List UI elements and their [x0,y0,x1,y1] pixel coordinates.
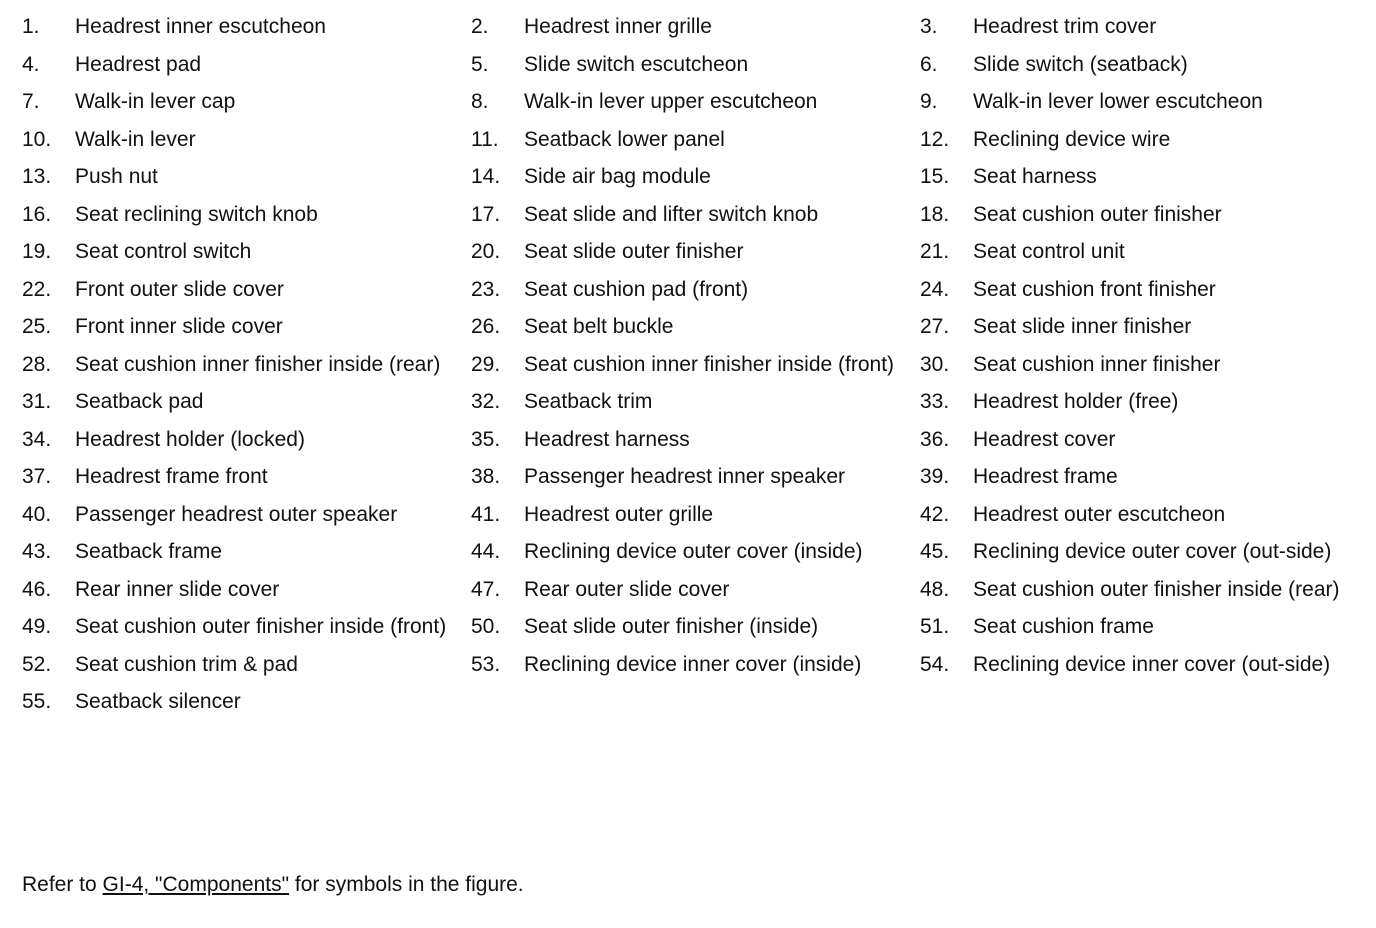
item-label: Headrest outer escutcheon [973,502,1226,526]
item-number: 25. [22,315,52,338]
components-reference-link[interactable]: GI-4, "Components" [102,873,290,896]
list-item [22,575,471,613]
item-number: 55. [22,690,52,713]
parts-row [22,312,1362,350]
list-item [22,125,471,163]
list-item [920,275,1362,313]
item-number: 4. [22,52,40,76]
item-number: 29. [471,352,501,376]
list-item [920,575,1362,613]
parts-row [22,87,1362,125]
list-item [471,200,920,238]
item-number: 33. [920,390,950,413]
item-label: Seat cushion outer finisher inside (front) [75,615,447,638]
item-label: Reclining device wire [973,127,1171,151]
list-item [22,312,471,350]
item-label: Headrest holder (free) [973,390,1179,413]
item-label: Seat cushion outer finisher [973,202,1222,226]
item-number: 19. [22,240,52,263]
list-item [22,200,471,238]
list-item [920,50,1362,88]
item-number: 24. [920,277,950,301]
list-item [471,350,920,388]
item-label: Headrest cover [973,427,1116,451]
item-number: 45. [920,540,950,563]
item-label: Reclining device outer cover (inside) [524,540,863,563]
item-label: Seat belt buckle [524,315,674,338]
list-item [920,162,1362,200]
list-item [471,612,920,650]
reference-note [22,870,524,899]
list-item [471,387,920,425]
list-item [920,612,1362,650]
item-label: Seat slide inner finisher [973,315,1192,338]
parts-row [22,650,1362,688]
item-label: Seat cushion pad (front) [524,277,749,301]
item-label: Seat cushion inner finisher inside (front) [524,352,895,376]
list-item [920,12,1362,50]
list-item [920,87,1362,125]
item-label: Headrest trim cover [973,15,1157,38]
parts-row [22,237,1362,275]
item-label: Seat cushion front finisher [973,277,1216,301]
item-label: Reclining device outer cover (out-side) [973,540,1332,563]
item-number: 53. [471,652,501,676]
item-label: Walk-in lever cap [75,90,236,113]
item-number: 10. [22,127,52,151]
parts-row [22,12,1362,50]
parts-row [22,387,1362,425]
parts-row [22,462,1362,500]
list-item [22,612,471,650]
item-number: 13. [22,165,52,188]
list-item [22,12,471,50]
item-number: 17. [471,202,501,226]
item-label: Headrest frame front [75,465,268,488]
item-label: Headrest holder (locked) [75,427,305,451]
item-number: 9. [920,90,938,113]
list-item [471,500,920,538]
item-label: Front outer slide cover [75,277,284,301]
list-item [22,387,471,425]
item-label: Headrest outer grille [524,502,714,526]
item-label: Seat cushion inner finisher [973,352,1221,376]
item-number: 49. [22,615,52,638]
parts-row [22,687,1362,725]
list-item [471,425,920,463]
item-number: 35. [471,427,501,451]
item-number: 38. [471,465,501,488]
item-label: Slide switch escutcheon [524,52,749,76]
list-item [471,125,920,163]
item-label: Reclining device inner cover (inside) [524,652,862,676]
item-number: 21. [920,240,950,263]
item-label: Seat slide and lifter switch knob [524,202,819,226]
item-number: 30. [920,352,950,376]
item-number: 47. [471,577,501,601]
item-label: Seatback trim [524,390,653,413]
item-number: 3. [920,15,938,38]
parts-row [22,350,1362,388]
list-item [471,275,920,313]
parts-row [22,162,1362,200]
item-number: 54. [920,652,950,676]
item-number: 6. [920,52,938,76]
reference-suffix: for symbols in the figure. [289,873,524,896]
item-number: 46. [22,577,52,601]
parts-row [22,50,1362,88]
list-item [920,237,1362,275]
item-label: Seatback frame [75,540,223,563]
list-item [22,462,471,500]
item-number: 40. [22,502,52,526]
item-label: Seat cushion inner finisher inside (rear) [75,352,441,376]
item-number: 5. [471,52,489,76]
list-item [22,650,471,688]
list-item [471,537,920,575]
parts-row [22,612,1362,650]
item-number: 22. [22,277,52,301]
list-item [920,350,1362,388]
list-item [920,312,1362,350]
parts-row [22,537,1362,575]
list-item [920,462,1362,500]
item-label: Headrest inner grille [524,15,712,38]
list-item [22,162,471,200]
item-label: Headrest inner escutcheon [75,15,326,38]
list-item [920,537,1362,575]
item-label: Seat cushion outer finisher inside (rear) [973,577,1340,601]
list-item [22,87,471,125]
list-item [920,500,1362,538]
item-number: 42. [920,502,950,526]
item-number: 51. [920,615,950,638]
item-label: Side air bag module [524,165,711,188]
list-item [920,387,1362,425]
list-item [471,462,920,500]
list-item [471,237,920,275]
list-item [471,50,920,88]
item-label: Seat reclining switch knob [75,202,318,226]
list-item [920,125,1362,163]
item-number: 7. [22,90,40,113]
list-item [920,650,1362,688]
item-label: Push nut [75,165,158,188]
item-label: Passenger headrest outer speaker [75,502,398,526]
list-item [22,350,471,388]
parts-row [22,125,1362,163]
item-number: 52. [22,652,52,676]
list-item [22,500,471,538]
item-number: 27. [920,315,950,338]
list-item [471,162,920,200]
item-number: 12. [920,127,950,151]
list-item [471,575,920,613]
list-item [471,650,920,688]
item-number: 39. [920,465,950,488]
item-label: Seat harness [973,165,1097,188]
list-item [22,537,471,575]
item-number: 43. [22,540,52,563]
item-label: Seat cushion frame [973,615,1154,638]
item-number: 28. [22,352,52,376]
item-number: 14. [471,165,501,188]
list-item [471,312,920,350]
item-label: Headrest harness [524,427,690,451]
item-label: Walk-in lever upper escutcheon [524,90,818,113]
item-label: Walk-in lever lower escutcheon [973,90,1263,113]
item-label: Seat control switch [75,240,252,263]
item-number: 8. [471,90,489,113]
item-label: Rear inner slide cover [75,577,280,601]
parts-row [22,500,1362,538]
list-item [471,87,920,125]
item-number: 23. [471,277,501,301]
item-label: Slide switch (seatback) [973,52,1188,76]
item-label: Seat slide outer finisher (inside) [524,615,819,638]
parts-list [22,12,1362,725]
item-number: 41. [471,502,501,526]
item-number: 50. [471,615,501,638]
item-number: 18. [920,202,950,226]
parts-row [22,200,1362,238]
list-item [920,200,1362,238]
item-label: Rear outer slide cover [524,577,730,601]
list-item [920,425,1362,463]
item-number: 37. [22,465,52,488]
list-item [22,687,464,725]
item-label: Seat slide outer finisher [524,240,744,263]
item-number: 1. [22,15,40,38]
item-number: 31. [22,390,52,413]
item-number: 26. [471,315,501,338]
item-label: Passenger headrest inner speaker [524,465,846,488]
item-label: Front inner slide cover [75,315,283,338]
parts-row [22,575,1362,613]
item-label: Seatback lower panel [524,127,725,151]
item-label: Walk-in lever [75,127,196,151]
item-label: Seat cushion trim & pad [75,652,298,676]
item-number: 32. [471,390,501,413]
item-number: 11. [471,127,499,151]
item-number: 34. [22,427,52,451]
list-item [22,425,471,463]
item-label: Seat control unit [973,240,1125,263]
reference-prefix: Refer to [22,873,103,896]
list-item [22,237,471,275]
item-label: Seatback pad [75,390,204,413]
item-label: Headrest frame [973,465,1118,488]
item-number: 15. [920,165,950,188]
item-number: 16. [22,202,52,226]
item-number: 44. [471,540,501,563]
list-item [471,12,920,50]
item-label: Seatback silencer [75,690,241,713]
list-item [22,50,471,88]
item-number: 20. [471,240,501,263]
list-item [22,275,471,313]
item-number: 2. [471,15,489,38]
parts-row [22,425,1362,463]
item-label: Reclining device inner cover (out-side) [973,652,1331,676]
item-number: 36. [920,427,950,451]
parts-row [22,275,1362,313]
item-label: Headrest pad [75,52,202,76]
item-number: 48. [920,577,950,601]
